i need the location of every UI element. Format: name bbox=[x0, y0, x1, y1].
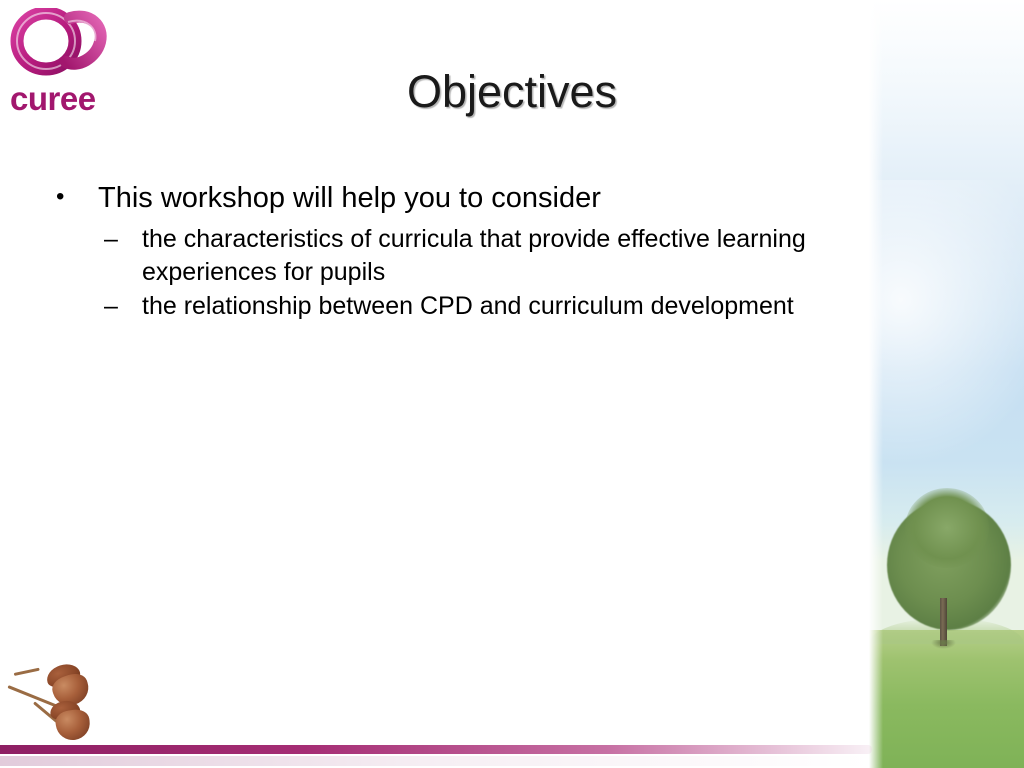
list-item-text: the relationship between CPD and curriculum development bbox=[142, 292, 794, 321]
page-title: Objectives bbox=[406, 66, 618, 117]
tree-canopy-highlight bbox=[905, 488, 989, 568]
twig-icon bbox=[7, 685, 58, 708]
logo-text: curee bbox=[10, 80, 96, 117]
footer-band-glow bbox=[0, 756, 872, 766]
twig-icon bbox=[14, 668, 40, 676]
list-item bbox=[56, 180, 876, 217]
list-item bbox=[104, 223, 876, 288]
dash-marker-icon: – bbox=[104, 225, 118, 254]
content-body bbox=[56, 180, 876, 325]
tree-trunk-icon bbox=[940, 598, 947, 646]
bullet-marker-icon: • bbox=[56, 183, 65, 210]
grass-field bbox=[869, 630, 1024, 768]
list-item bbox=[104, 290, 876, 323]
acorn-decoration bbox=[6, 657, 156, 752]
list-item-text: the characteristics of curricula that provide effective learning experiences for pupils bbox=[142, 225, 813, 286]
list-item-text: This workshop will help you to consider bbox=[98, 182, 601, 214]
sun-glow bbox=[869, 180, 1024, 480]
acorn-icon bbox=[54, 708, 92, 742]
dash-marker-icon: – bbox=[104, 292, 118, 321]
